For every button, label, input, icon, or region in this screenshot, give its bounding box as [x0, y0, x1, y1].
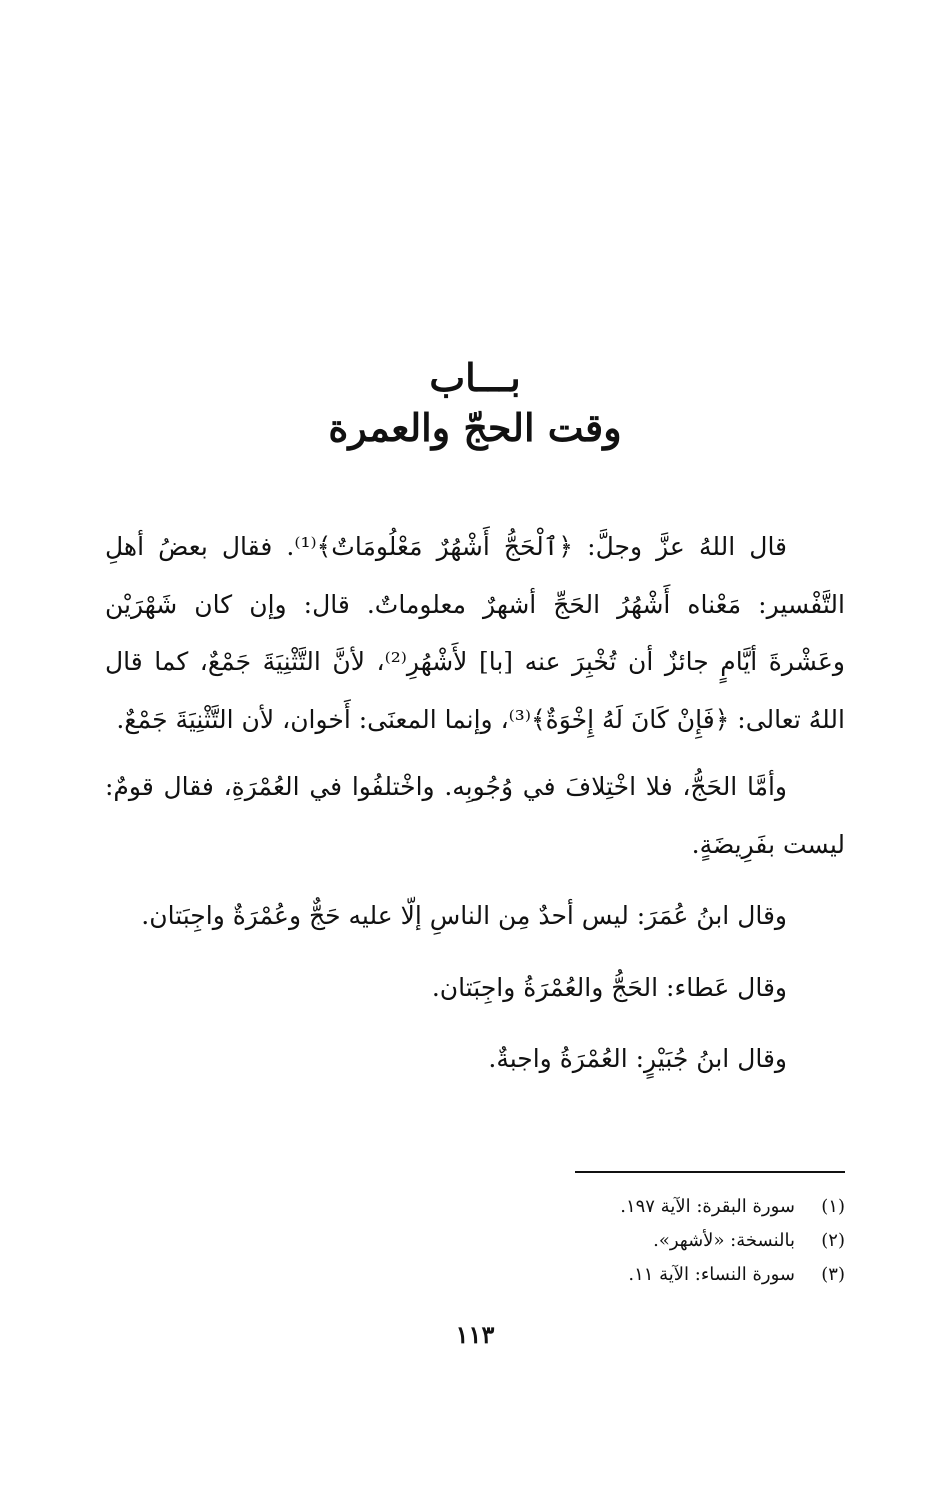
- footnotes: [105, 1190, 845, 1292]
- chapter-heading: [0, 355, 950, 453]
- footnote-text: سورة النساء: الآية ١١.: [628, 1264, 795, 1285]
- footnote-divider: [575, 1171, 845, 1173]
- footnote-text: بالنسخة: «لأشهر».: [653, 1230, 795, 1251]
- chapter-label: بـــاب: [429, 355, 521, 400]
- paragraph: قال اللهُ عزَّ وجلَّ: ﴿ٱلْحَجُّ أَشْهُرٌ مَعْلُومَاتٌ﴾⁽¹⁾. فقال بعضُ أهلِ التَّفْسير: مَعْناه أَشْهُرُ الحَجِّ أشهرٌ معلوماتٌ. قال: وإن كان شَهْرَيْن وعَشْرةَ أيَّامٍ جائزٌ أن تُخْبِرَ عنه [با] لأَشْهُرِ⁽²⁾، لأنَّ التَّثْنِيَةَ جَمْعٌ، كما قال اللهُ تعالى: ﴿فَإِنْ كَانَ لَهُ إِخْوَةٌ﴾⁽³⁾، وإنما المعنَى: أَخوان، لأن التَّثْنِيَةَ جَمْعٌ.: [105, 532, 845, 734]
- paragraph: وأمَّا الحَجُّ، فلا اخْتِلافَ في وُجُوبِه. واخْتلفُوا في العُمْرَةِ، فقال قومٌ: ليست بفَرِيضَةٍ.: [105, 772, 845, 859]
- paragraph: وقال ابنُ جُبَيْرٍ: العُمْرَةُ واجبةٌ.: [488, 1044, 787, 1073]
- chapter-title: وقت الحجّ والعمرة: [328, 405, 622, 450]
- footnote: [105, 1224, 845, 1258]
- footnote: [105, 1190, 845, 1224]
- page-number: ١١٣: [455, 1320, 495, 1349]
- footnote-text: سورة البقرة: الآية ١٩٧.: [620, 1196, 795, 1217]
- footnote: [105, 1258, 845, 1292]
- footnote-number: (٢): [821, 1230, 845, 1251]
- footnote-number: (٣): [821, 1264, 845, 1285]
- paragraph: وقال ابنُ عُمَرَ: ليس أحدٌ مِن الناسِ إلّا عليه حَجٌّ وعُمْرَةٌ واجِبَتان.: [141, 901, 787, 930]
- body-text: [105, 518, 845, 1088]
- paragraph: وقال عَطاء: الحَجُّ والعُمْرَةُ واجِبَتان.: [431, 972, 787, 1002]
- footnote-number: (١): [821, 1196, 845, 1217]
